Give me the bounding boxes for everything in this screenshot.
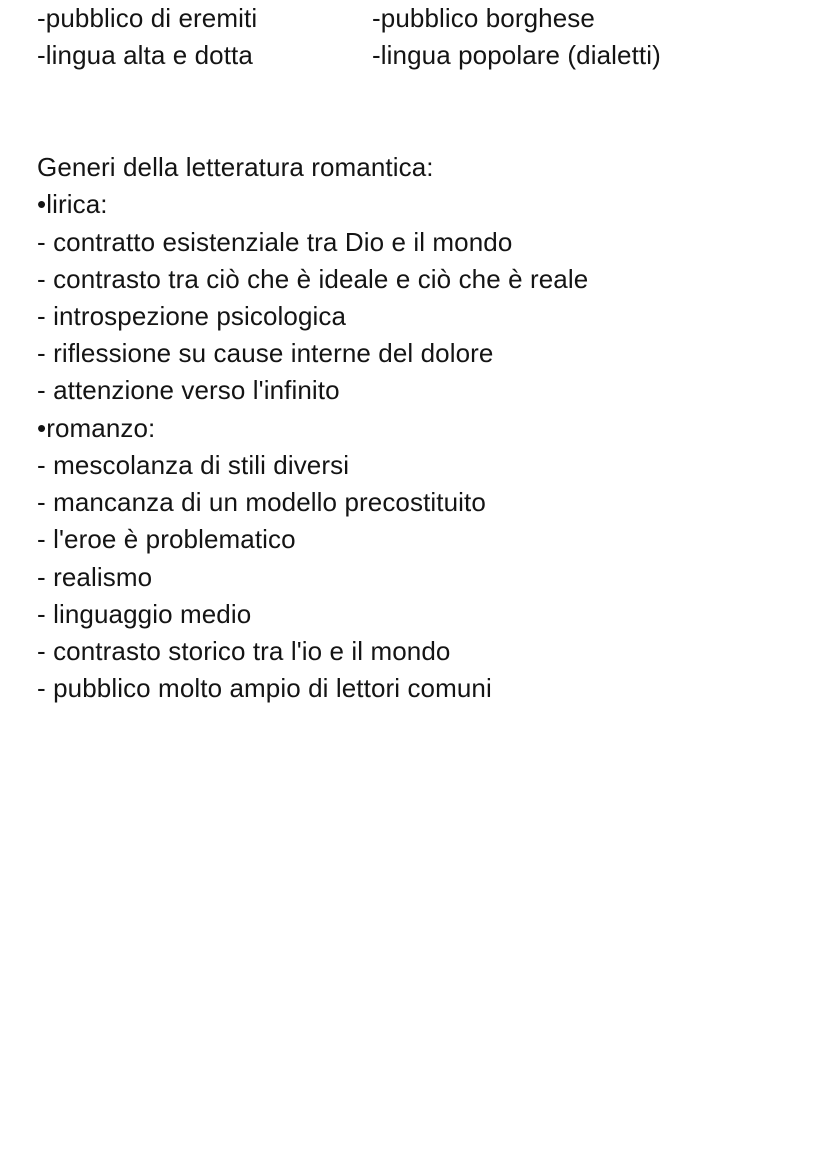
lirica-item: - contratto esistenziale tra Dio e il mondo — [37, 227, 513, 257]
romanzo-item: - mescolanza di stili diversi — [37, 450, 350, 480]
romanzo-item: - contrasto storico tra l'io e il mondo — [37, 636, 451, 666]
romanzo-item: - mancanza di un modello precostituito — [37, 487, 486, 517]
lirica-item: - introspezione psicologica — [37, 301, 347, 331]
comparison-right-item: -pubblico borghese — [372, 3, 595, 33]
romanzo-item: - realismo — [37, 562, 153, 592]
romanzo-title: •romanzo: — [37, 413, 156, 443]
romanzo-item: - linguaggio medio — [37, 599, 252, 629]
lirica-item: - attenzione verso l'infinito — [37, 375, 340, 405]
genres-heading: Generi della letteratura romantica: — [37, 152, 434, 182]
comparison-left-item: -pubblico di eremiti — [37, 3, 258, 33]
lirica-item: - riflessione su cause interne del dolore — [37, 338, 494, 368]
comparison-right-item: -lingua popolare (dialetti) — [372, 40, 661, 70]
romanzo-item: - l'eroe è problematico — [37, 524, 296, 554]
romanzo-item: - pubblico molto ampio di lettori comuni — [37, 673, 492, 703]
lirica-item: - contrasto tra ciò che è ideale e ciò che è reale — [37, 264, 589, 294]
comparison-left-item: -lingua alta e dotta — [37, 40, 253, 70]
lirica-title: •lirica: — [37, 189, 108, 219]
